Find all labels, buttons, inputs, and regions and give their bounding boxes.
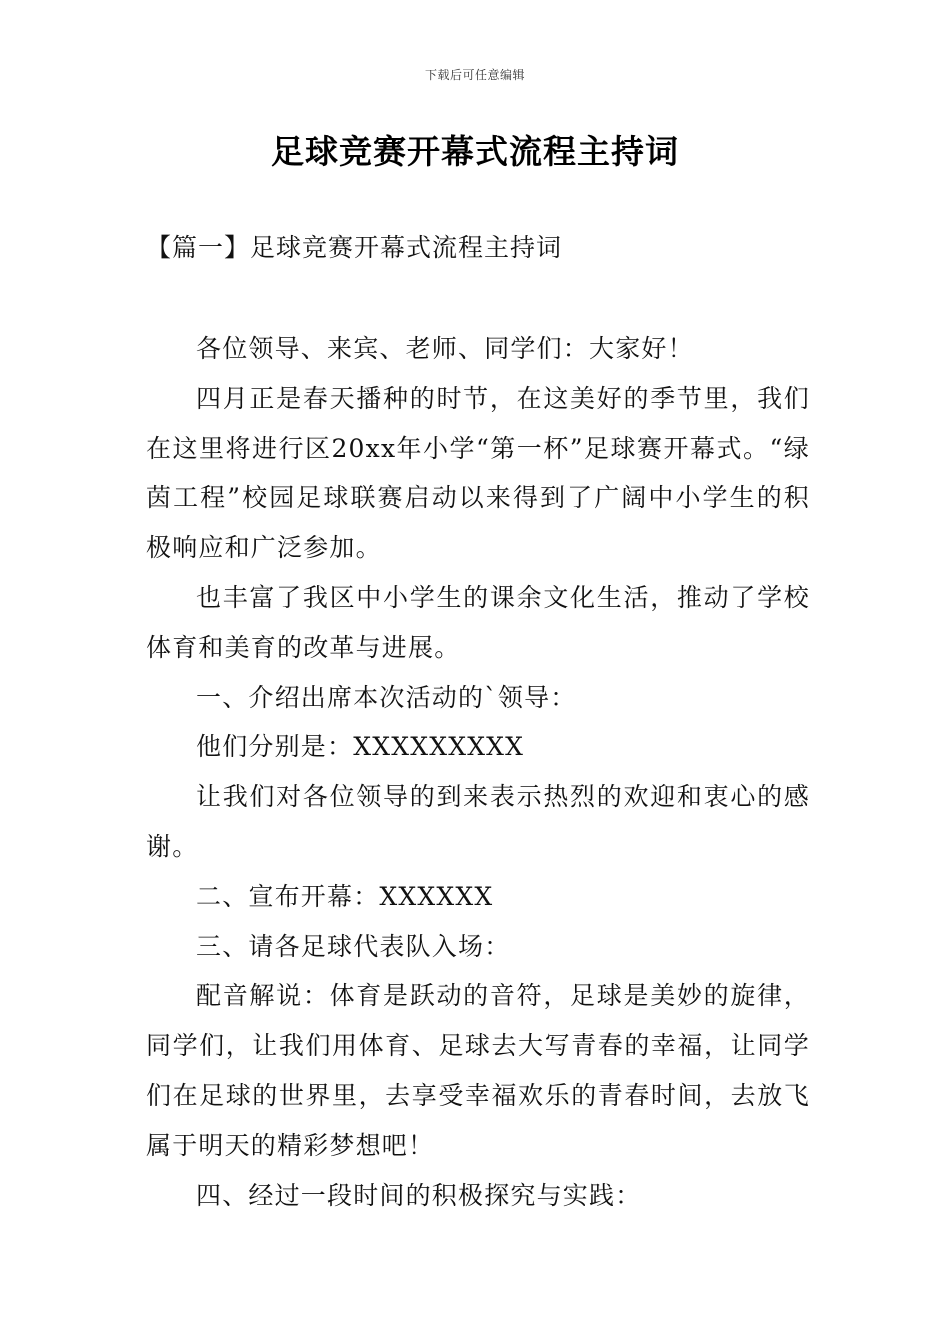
body-text — [146, 324, 810, 1220]
paragraph-opening: 四月正是春天播种的时节，在这美好的季节里，我们在这里将进行区20xx年小学“第一杯”足球赛开幕式。“绿茵工程”校园足球联赛启动以来得到了广阔中小学生的积极响应和广泛参加。 — [146, 383, 810, 563]
section-heading: 【篇一】足球竞赛开幕式流程主持词 — [146, 233, 563, 262]
paragraph-greeting: 各位领导、来宾、老师、同学们：大家好！ — [196, 334, 694, 363]
paragraph-item-four: 四、经过一段时间的积极探究与实践： — [196, 1180, 642, 1210]
paragraph-leaders-list: 他们分别是：XXXXXXXXX — [196, 732, 525, 762]
document-title: 足球竞赛开幕式流程主持词 — [271, 132, 679, 171]
paragraph-thanks: 让我们对各位领导的到来表示热烈的欢迎和衷心的感谢。 — [146, 782, 810, 861]
header-note: 下载后可任意编辑 — [424, 68, 525, 82]
paragraph-item-one: 一、介绍出席本次活动的`领导： — [196, 682, 577, 712]
paragraph-enrichment: 也丰富了我区中小学生的课余文化生活，推动了学校体育和美育的改革与进展。 — [146, 582, 810, 662]
paragraph-item-two: 二、宣布开幕：XXXXXX — [196, 881, 494, 911]
paragraph-item-three: 三、请各足球代表队入场： — [196, 931, 511, 961]
paragraph-commentary: 配音解说：体育是跃动的音符，足球是美妙的旋律，同学们，让我们用体育、足球去大写青春的幸福，让同学们在足球的世界里，去享受幸福欢乐的青春时间，去放飞属于明天的精彩梦想吧！ — [146, 981, 810, 1160]
